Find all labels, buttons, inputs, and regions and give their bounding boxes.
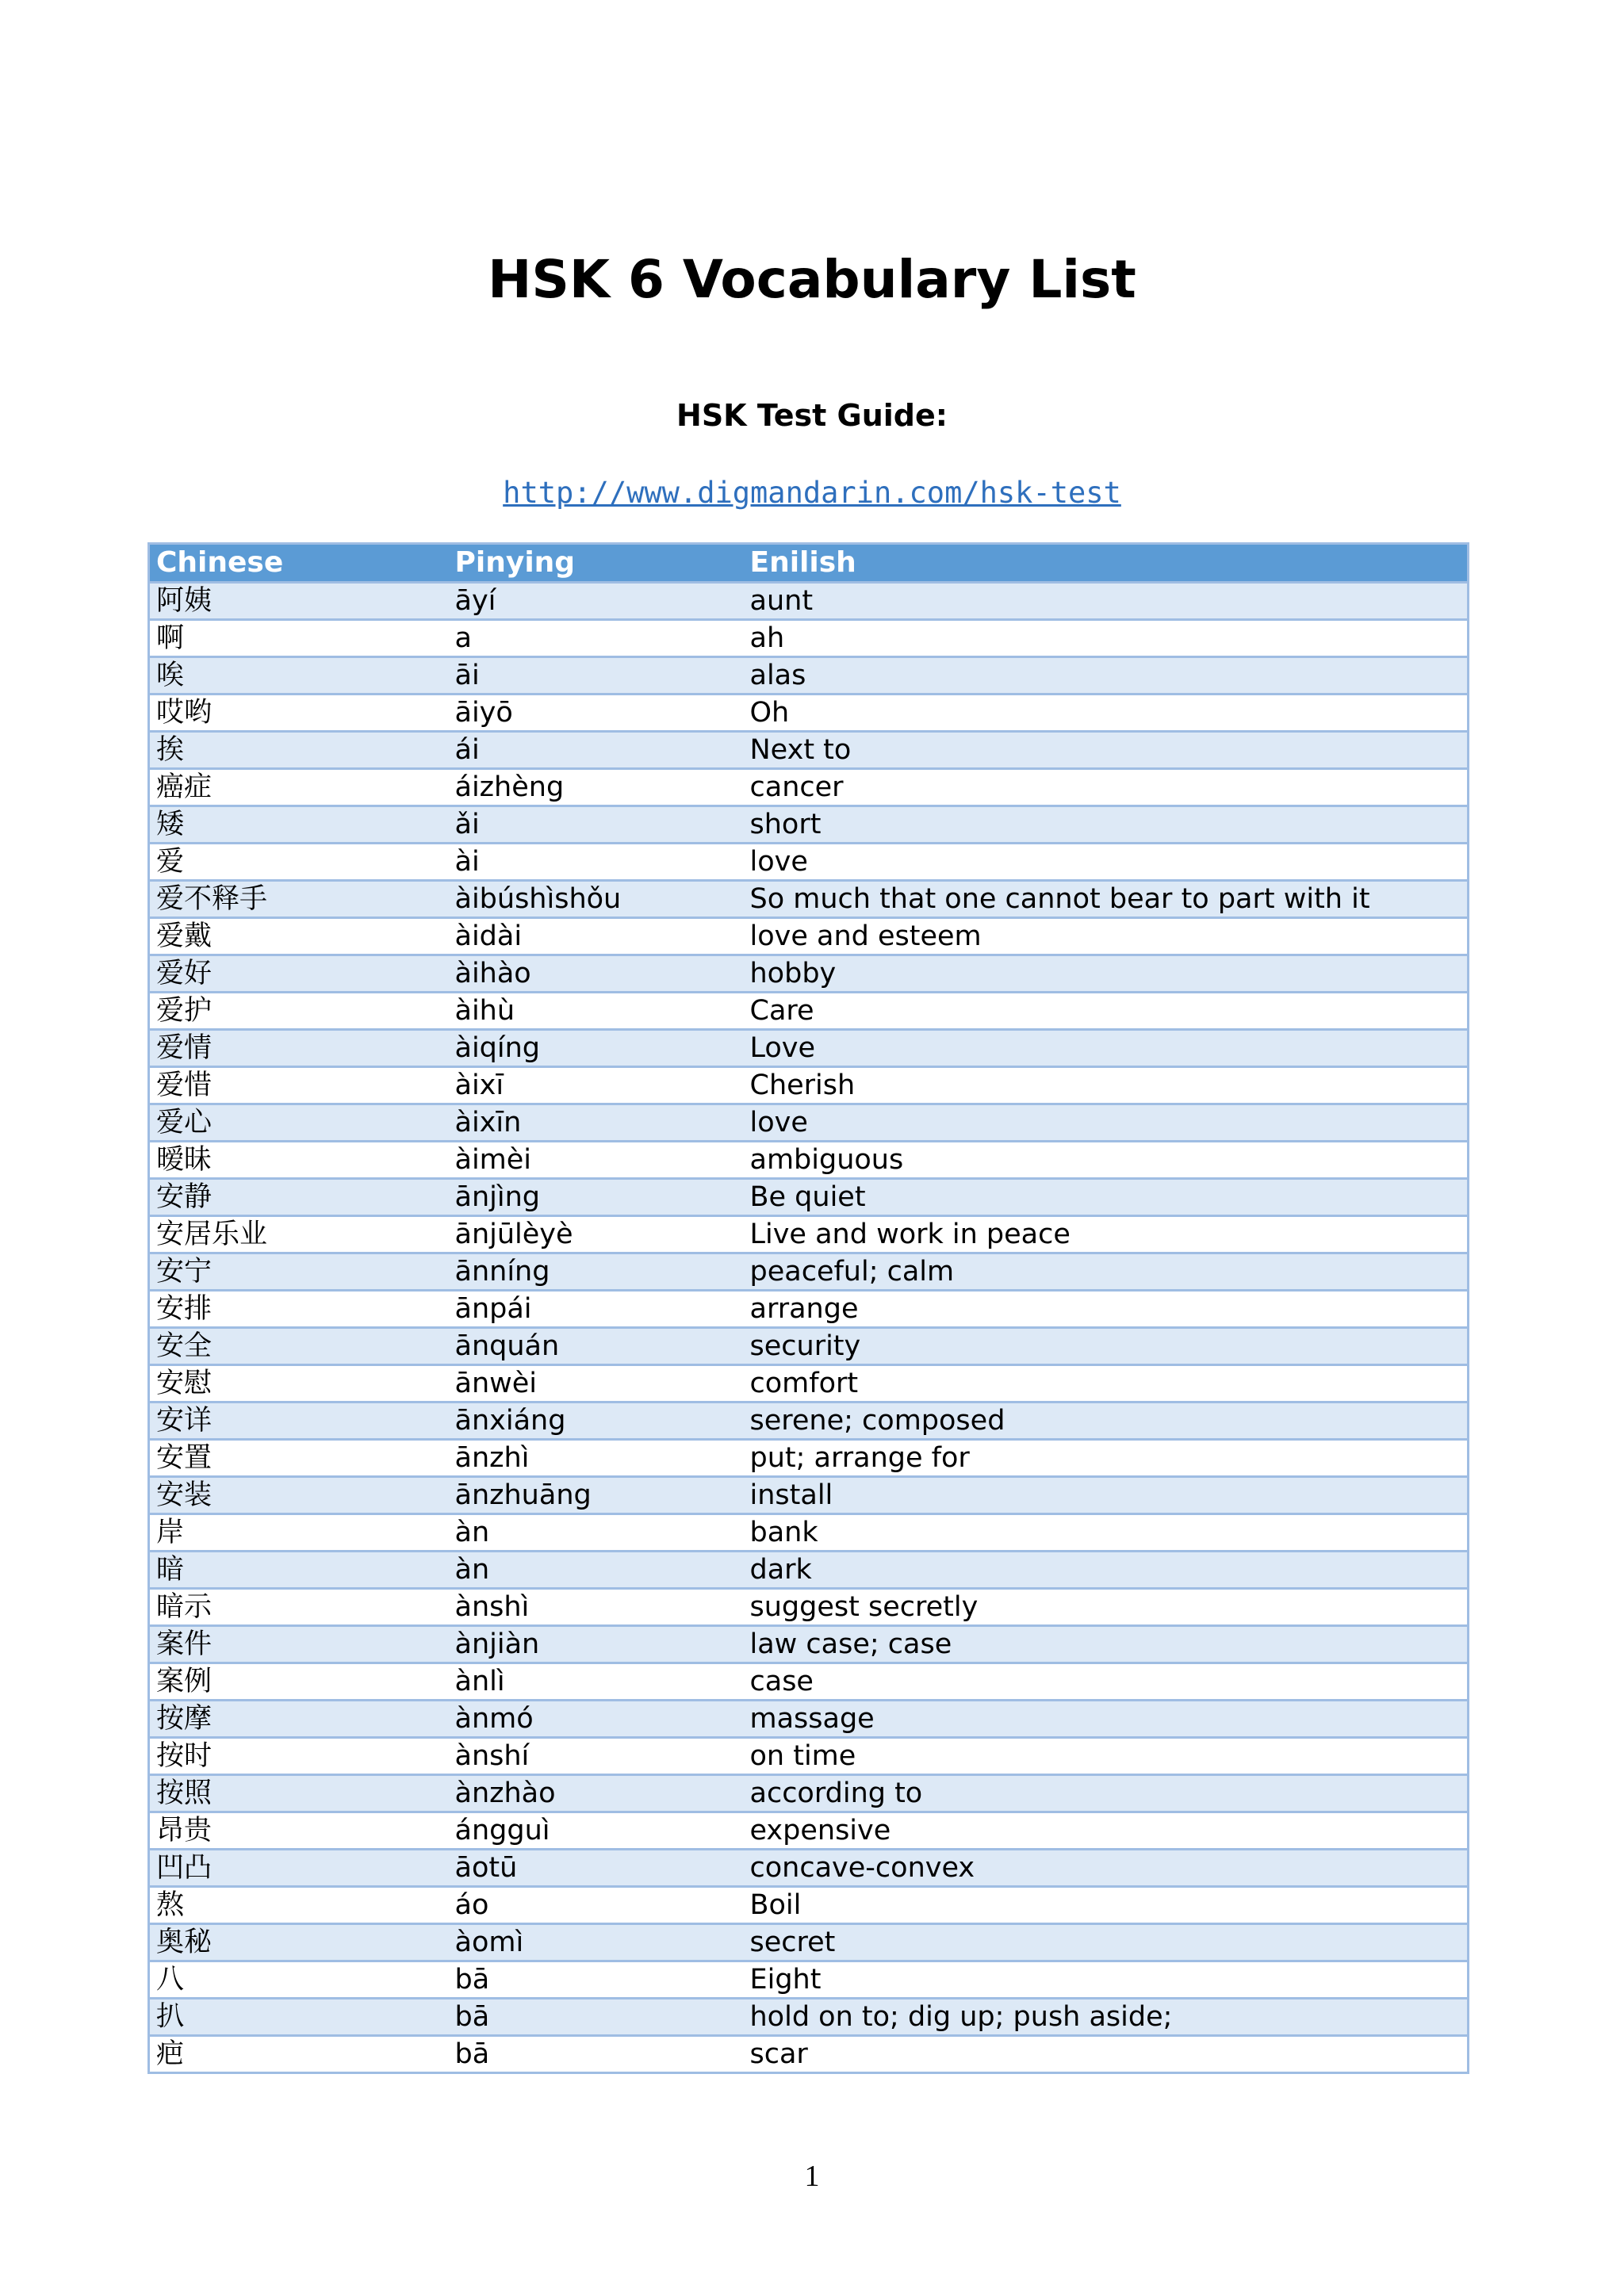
- cell-english: Eight: [744, 1961, 1469, 1999]
- cell-english: Boil: [744, 1887, 1469, 1924]
- table-row: [149, 2036, 1469, 2073]
- cell-english: Oh: [744, 695, 1469, 732]
- cell-english: Be quiet: [744, 1179, 1469, 1216]
- table-row: [149, 1738, 1469, 1775]
- table-row: [149, 1179, 1469, 1216]
- table-row: [149, 1142, 1469, 1179]
- cell-pinyin: áizhèng: [449, 769, 744, 806]
- cell-chinese: 安宁: [149, 1253, 449, 1291]
- cell-pinyin: àibúshìshǒu: [449, 881, 744, 918]
- cell-pinyin: àixī: [449, 1067, 744, 1104]
- cell-chinese: 哎哟: [149, 695, 449, 732]
- cell-english: according to: [744, 1775, 1469, 1812]
- table-header-row: [149, 544, 1469, 583]
- cell-chinese: 案件: [149, 1626, 449, 1663]
- cell-pinyin: àixīn: [449, 1104, 744, 1142]
- cell-chinese: 矮: [149, 806, 449, 844]
- table-row: [149, 1104, 1469, 1142]
- cell-english: secret: [744, 1924, 1469, 1961]
- cell-pinyin: ānquán: [449, 1328, 744, 1365]
- cell-chinese: 安慰: [149, 1365, 449, 1402]
- table-row: [149, 993, 1469, 1030]
- table-row: [149, 1999, 1469, 2036]
- table-row: [149, 1552, 1469, 1589]
- cell-chinese: 唉: [149, 657, 449, 695]
- cell-chinese: 扒: [149, 1999, 449, 2036]
- table-row: [149, 1626, 1469, 1663]
- table-row: [149, 1924, 1469, 1961]
- cell-english: massage: [744, 1701, 1469, 1738]
- table-row: [149, 1030, 1469, 1067]
- table-row: [149, 620, 1469, 657]
- cell-pinyin: āiyō: [449, 695, 744, 732]
- cell-chinese: 暗示: [149, 1589, 449, 1626]
- page-title: HSK 6 Vocabulary List: [488, 249, 1136, 310]
- cell-chinese: 爱情: [149, 1030, 449, 1067]
- cell-chinese: 爱心: [149, 1104, 449, 1142]
- table-row: [149, 1701, 1469, 1738]
- cell-pinyin: àihù: [449, 993, 744, 1030]
- table-row: [149, 806, 1469, 844]
- cell-pinyin: ànlì: [449, 1663, 744, 1701]
- table-row: [149, 844, 1469, 881]
- table-row: [149, 695, 1469, 732]
- cell-english: comfort: [744, 1365, 1469, 1402]
- table-row: [149, 1663, 1469, 1701]
- header-pinyin: Pinying: [449, 544, 744, 583]
- table-row: [149, 1365, 1469, 1402]
- table-row: [149, 1477, 1469, 1514]
- cell-chinese: 爱不释手: [149, 881, 449, 918]
- cell-pinyin: ái: [449, 732, 744, 769]
- cell-pinyin: ànshì: [449, 1589, 744, 1626]
- cell-english: law case; case: [744, 1626, 1469, 1663]
- cell-english: concave-convex: [744, 1850, 1469, 1887]
- table-row: [149, 1253, 1469, 1291]
- cell-english: security: [744, 1328, 1469, 1365]
- cell-pinyin: àomì: [449, 1924, 744, 1961]
- cell-chinese: 癌症: [149, 769, 449, 806]
- cell-chinese: 岸: [149, 1514, 449, 1552]
- cell-pinyin: ài: [449, 844, 744, 881]
- cell-english: arrange: [744, 1291, 1469, 1328]
- table-row: [149, 583, 1469, 620]
- cell-pinyin: ānjūlèyè: [449, 1216, 744, 1253]
- cell-chinese: 安装: [149, 1477, 449, 1514]
- cell-english: alas: [744, 657, 1469, 695]
- cell-pinyin: āyí: [449, 583, 744, 620]
- cell-chinese: 爱: [149, 844, 449, 881]
- cell-pinyin: ànzhào: [449, 1775, 744, 1812]
- cell-english: ah: [744, 620, 1469, 657]
- cell-pinyin: ǎi: [449, 806, 744, 844]
- cell-pinyin: ànjiàn: [449, 1626, 744, 1663]
- table-row: [149, 955, 1469, 993]
- cell-pinyin: bā: [449, 1999, 744, 2036]
- cell-chinese: 奥秘: [149, 1924, 449, 1961]
- cell-chinese: 安静: [149, 1179, 449, 1216]
- cell-chinese: 熬: [149, 1887, 449, 1924]
- table-row: [149, 1961, 1469, 1999]
- cell-chinese: 案例: [149, 1663, 449, 1701]
- vocabulary-table: [147, 542, 1469, 2074]
- table-row: [149, 1812, 1469, 1850]
- cell-english: hold on to; dig up; push aside;: [744, 1999, 1469, 2036]
- cell-chinese: 爱护: [149, 993, 449, 1030]
- cell-chinese: 按时: [149, 1738, 449, 1775]
- cell-chinese: 凹凸: [149, 1850, 449, 1887]
- table-row: [149, 1887, 1469, 1924]
- cell-pinyin: ānjìng: [449, 1179, 744, 1216]
- cell-pinyin: bā: [449, 2036, 744, 2073]
- cell-english: Next to: [744, 732, 1469, 769]
- table-row: [149, 1216, 1469, 1253]
- cell-english: hobby: [744, 955, 1469, 993]
- cell-english: aunt: [744, 583, 1469, 620]
- cell-pinyin: ànmó: [449, 1701, 744, 1738]
- cell-pinyin: àimèi: [449, 1142, 744, 1179]
- cell-pinyin: àiqíng: [449, 1030, 744, 1067]
- cell-english: short: [744, 806, 1469, 844]
- cell-chinese: 阿姨: [149, 583, 449, 620]
- table-row: [149, 881, 1469, 918]
- cell-chinese: 安全: [149, 1328, 449, 1365]
- cell-chinese: 按照: [149, 1775, 449, 1812]
- cell-pinyin: áo: [449, 1887, 744, 1924]
- cell-english: scar: [744, 2036, 1469, 2073]
- cell-pinyin: ānníng: [449, 1253, 744, 1291]
- cell-english: Love: [744, 1030, 1469, 1067]
- cell-chinese: 暧昧: [149, 1142, 449, 1179]
- cell-pinyin: ángguì: [449, 1812, 744, 1850]
- cell-english: love: [744, 1104, 1469, 1142]
- page-number: 1: [804, 2160, 820, 2193]
- cell-pinyin: ānwèi: [449, 1365, 744, 1402]
- cell-pinyin: ānzhì: [449, 1440, 744, 1477]
- cell-english: love and esteem: [744, 918, 1469, 955]
- table-row: [149, 1514, 1469, 1552]
- subtitle: HSK Test Guide:: [676, 398, 948, 433]
- table-row: [149, 1775, 1469, 1812]
- table-row: [149, 1402, 1469, 1440]
- cell-pinyin: ānpái: [449, 1291, 744, 1328]
- cell-chinese: 爱惜: [149, 1067, 449, 1104]
- table-row: [149, 732, 1469, 769]
- cell-english: love: [744, 844, 1469, 881]
- cell-pinyin: a: [449, 620, 744, 657]
- cell-pinyin: āotū: [449, 1850, 744, 1887]
- cell-chinese: 昂贵: [149, 1812, 449, 1850]
- cell-pinyin: àn: [449, 1552, 744, 1589]
- table-row: [149, 1291, 1469, 1328]
- cell-english: peaceful; calm: [744, 1253, 1469, 1291]
- cell-english: ambiguous: [744, 1142, 1469, 1179]
- cell-chinese: 八: [149, 1961, 449, 1999]
- cell-pinyin: ànshí: [449, 1738, 744, 1775]
- cell-pinyin: āi: [449, 657, 744, 695]
- cell-english: Care: [744, 993, 1469, 1030]
- table-row: [149, 657, 1469, 695]
- cell-chinese: 安详: [149, 1402, 449, 1440]
- cell-english: install: [744, 1477, 1469, 1514]
- cell-english: bank: [744, 1514, 1469, 1552]
- cell-chinese: 爱好: [149, 955, 449, 993]
- table-row: [149, 918, 1469, 955]
- cell-english: serene; composed: [744, 1402, 1469, 1440]
- table-row: [149, 1440, 1469, 1477]
- cell-chinese: 啊: [149, 620, 449, 657]
- cell-english: Live and work in peace: [744, 1216, 1469, 1253]
- cell-chinese: 暗: [149, 1552, 449, 1589]
- cell-english: So much that one cannot bear to part with it: [744, 881, 1469, 918]
- cell-pinyin: ānxiáng: [449, 1402, 744, 1440]
- table-row: [149, 1328, 1469, 1365]
- table-row: [149, 1850, 1469, 1887]
- cell-chinese: 安置: [149, 1440, 449, 1477]
- cell-english: suggest secretly: [744, 1589, 1469, 1626]
- cell-english: cancer: [744, 769, 1469, 806]
- header-english: Enilish: [744, 544, 1469, 583]
- cell-chinese: 爱戴: [149, 918, 449, 955]
- table-row: [149, 1589, 1469, 1626]
- cell-english: case: [744, 1663, 1469, 1701]
- cell-pinyin: bā: [449, 1961, 744, 1999]
- cell-chinese: 疤: [149, 2036, 449, 2073]
- header-chinese: Chinese: [149, 544, 449, 583]
- cell-english: put; arrange for: [744, 1440, 1469, 1477]
- cell-english: dark: [744, 1552, 1469, 1589]
- cell-chinese: 安居乐业: [149, 1216, 449, 1253]
- table-row: [149, 1067, 1469, 1104]
- cell-pinyin: àn: [449, 1514, 744, 1552]
- cell-chinese: 按摩: [149, 1701, 449, 1738]
- cell-pinyin: àihào: [449, 955, 744, 993]
- cell-chinese: 安排: [149, 1291, 449, 1328]
- hsk-test-link[interactable]: http://www.digmandarin.com/hsk-test: [503, 476, 1121, 510]
- cell-english: Cherish: [744, 1067, 1469, 1104]
- cell-english: expensive: [744, 1812, 1469, 1850]
- vocabulary-rows: [149, 583, 1469, 2073]
- cell-chinese: 挨: [149, 732, 449, 769]
- cell-pinyin: ānzhuāng: [449, 1477, 744, 1514]
- cell-english: on time: [744, 1738, 1469, 1775]
- cell-pinyin: àidài: [449, 918, 744, 955]
- table-row: [149, 769, 1469, 806]
